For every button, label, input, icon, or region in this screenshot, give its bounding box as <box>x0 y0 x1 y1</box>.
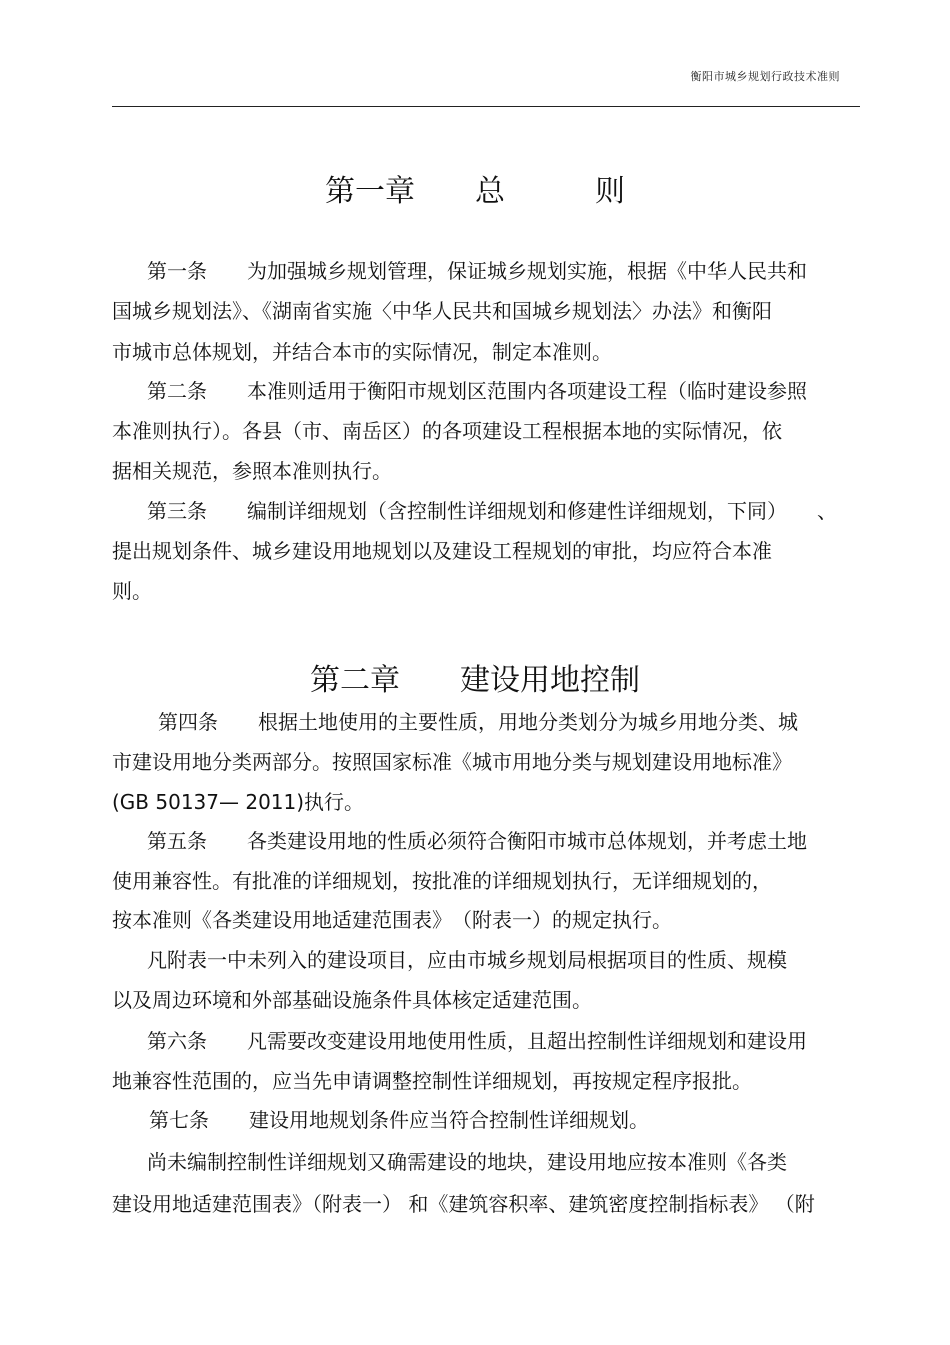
paragraph-line: 市建设用地分类两部分。按照国家标准《城市用地分类与规划建设用地标准》 <box>112 750 792 774</box>
paragraph-line: 据相关规范，参照本准则执行。 <box>112 459 392 483</box>
paragraph-line: 建设用地适建范围表》（附表一） 和《建筑容积率、建筑密度控制指标表》 （附 <box>112 1192 815 1216</box>
paragraph-line: 使用兼容性。有批准的详细规划，按批准的详细规划执行，无详细规划的， <box>112 869 772 893</box>
paragraph-line: 第三条 编制详细规划（含控制性详细规划和修建性详细规划，下同） 、 <box>147 499 837 523</box>
paragraph-line: 第七条 建设用地规划条件应当符合控制性详细规划。 <box>149 1108 649 1132</box>
paragraph-line: 第四条 根据土地使用的主要性质，用地分类划分为城乡用地分类、城 <box>158 710 798 734</box>
paragraph-line: 凡附表一中未列入的建设项目，应由市城乡规划局根据项目的性质、规模 <box>147 948 787 972</box>
chapter-title-1: 第一章 总 则 <box>325 174 625 209</box>
paragraph-line: 第一条 为加强城乡规划管理，保证城乡规划实施，根据《中华人民共和 <box>147 259 807 283</box>
paragraph-line: 市城市总体规划，并结合本市的实际情况，制定本准则。 <box>112 340 612 364</box>
paragraph-line: 国城乡规划法》、《湖南省实施〈中华人民共和国城乡规划法〉办法》和衡阳 <box>112 299 772 323</box>
header-rule <box>112 106 860 107</box>
paragraph-line: 第二条 本准则适用于衡阳市规划区范围内各项建设工程（临时建设参照 <box>147 379 807 403</box>
paragraph-line: 第六条 凡需要改变建设用地使用性质，且超出控制性详细规划和建设用 <box>147 1029 807 1053</box>
chapter-title-2: 第二章 建设用地控制 <box>310 663 640 698</box>
paragraph-line: (GB 50137— 2011)执行。 <box>112 790 365 814</box>
paragraph-line: 尚未编制控制性详细规划又确需建设的地块，建设用地应按本准则《各类 <box>147 1150 787 1174</box>
paragraph-line: 则。 <box>112 579 152 603</box>
paragraph-line: 本准则执行）。各县（市、南岳区）的各项建设工程根据本地的实际情况，依 <box>112 419 782 443</box>
paragraph-line: 提出规划条件、城乡建设用地规划以及建设工程规划的审批，均应符合本准 <box>112 539 772 563</box>
running-header: 衡阳市城乡规划行政技术准则 <box>690 70 840 83</box>
paragraph-line: 以及周边环境和外部基础设施条件具体核定适建范围。 <box>112 988 592 1012</box>
paragraph-line: 按本准则《各类建设用地适建范围表》 （附表一）的规定执行。 <box>112 908 672 932</box>
paragraph-line: 地兼容性范围的，应当先申请调整控制性详细规划，再按规定程序报批。 <box>112 1069 752 1093</box>
paragraph-line: 第五条 各类建设用地的性质必须符合衡阳市城市总体规划，并考虑土地 <box>147 829 807 853</box>
